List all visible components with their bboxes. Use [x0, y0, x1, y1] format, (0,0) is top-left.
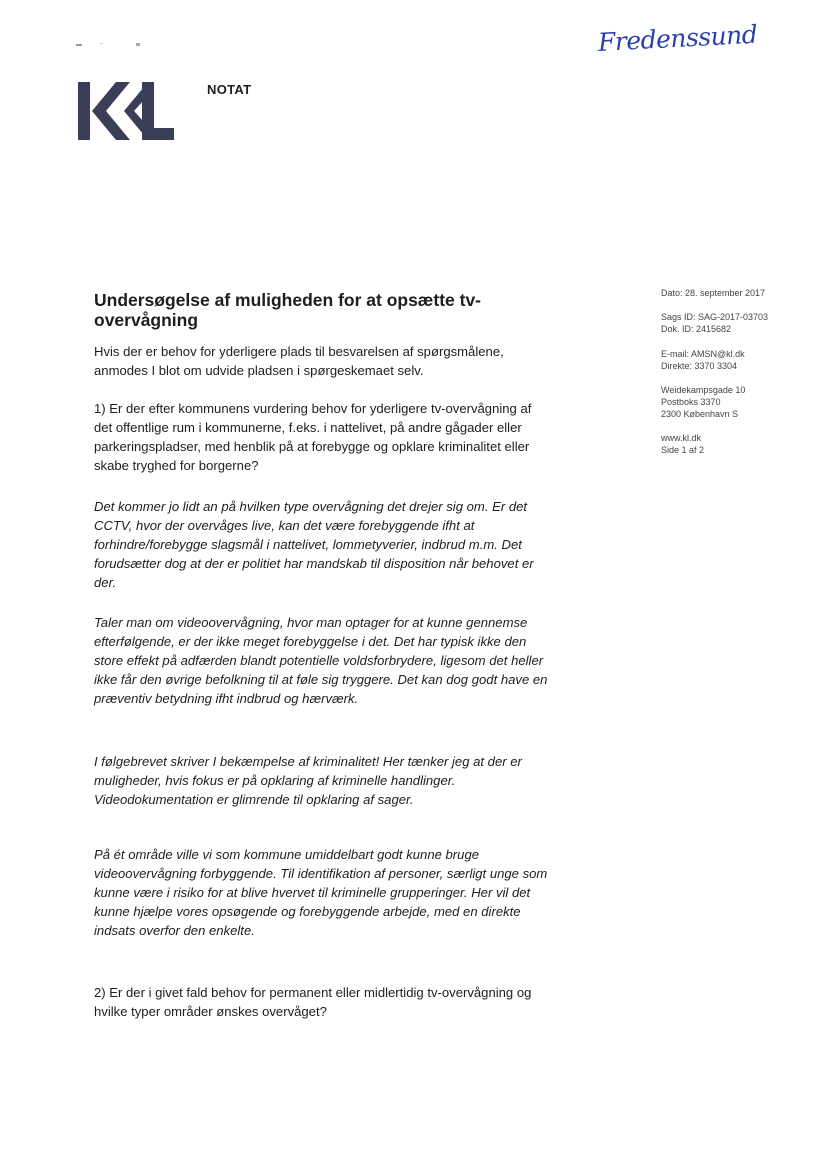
meta-sags-id: Sags ID: SAG-2017-03703 [661, 312, 769, 322]
answer-1-text-4: På ét område ville vi som kommune umiddelbart godt kunne bruge videoovervågning forbyggende. Til identifikation af personer, særligt unge som kunne være i risiko for at blive hvervet til kriminelle grupperinger. Her vil det kunne hjælpe vores opsøgende og forebyggende arbejde, med en direkte indsats overfor den enkelte. [94, 847, 548, 938]
metadata-date [661, 287, 765, 299]
document-title: Undersøgelse af muligheden for at opsætte tv-overvågning [94, 290, 481, 330]
question-2-text: 2) Er der i givet fald behov for permanent eller midlertidig tv-overvågning og hvilke typer områder ønskes overvåget? [94, 985, 532, 1019]
meta-address-box: Postboks 3370 [661, 397, 721, 407]
document-type-label: NOTAT [207, 82, 252, 97]
metadata-web [661, 432, 704, 456]
meta-date: Dato: 28. september 2017 [661, 288, 766, 298]
answer-1-text-3: I følgebrevet skriver I bekæmpelse af kriminalitet! Her tænker jeg at der er muligheder, hvis fokus er på opklaring af kriminelle handlinger. Videodokumentation er glimrende til opklaring af sager. [94, 754, 522, 807]
metadata-address [661, 384, 745, 420]
intro-text: Hvis der er behov for yderligere plads til besvarelsen af spørgsmålene, anmodes I blot om udvide pladsen i spørgeskemaet selv. [94, 344, 504, 378]
metadata-ids [661, 311, 768, 335]
answer-1-paragraph-4 [94, 845, 549, 940]
meta-address-street: Weidekampsgade 10 [661, 385, 746, 395]
intro-paragraph [94, 342, 549, 380]
meta-dok-id: Dok. ID: 2415682 [661, 324, 732, 334]
handwritten-municipality-name: Fredenssund [597, 19, 758, 57]
answer-1-paragraph-3 [94, 752, 549, 809]
answer-1-text-2: Taler man om videoovervågning, hvor man optager for at kunne gennemse efterfølgende, er der ikke meget forebyggelse i det. Det har typisk ikke den store effekt på adfærden blandt potentielle voldsforbrydere, ligesom det heller ikke får den øvrige befolkning til at føle sig tryggere. Det kan dog godt have en præventiv betydning ifht indbrud og hærværk. [94, 615, 548, 706]
meta-website: www.kl.dk [661, 433, 702, 443]
question-1-text: 1) Er der efter kommunens vurdering behov for yderligere tv-overvågning af det offentlige rum i kommunerne, f.eks. i nattelivet, på andre gågader eller parkeringspladser, med henblik på at forebygge og opklare kriminalitet eller skabe tryghed for borgerne? [94, 401, 532, 473]
meta-direkte: Direkte: 3370 3304 [661, 361, 738, 371]
answer-1-paragraph-2 [94, 613, 549, 708]
question-1 [94, 399, 549, 475]
question-2 [94, 983, 549, 1021]
answer-1-paragraph-1 [94, 497, 549, 592]
answer-1-text-1: Det kommer jo lidt an på hvilken type overvågning det drejer sig om. Er det CCTV, hvor der overvåges live, kan det være forebyggende ifht at forhindre/forebygge slagsmål i nattelivet, lommetyverier, indbrud m.m. Det forudsætter dog at der er politiet har mandskab til disposition når behovet er der. [94, 499, 534, 590]
meta-page-number: Side 1 af 2 [661, 445, 705, 455]
metadata-contact [661, 348, 745, 372]
meta-email: E-mail: AMSN@kl.dk [661, 349, 745, 359]
meta-address-city: 2300 København S [661, 409, 739, 419]
scan-specks [76, 42, 146, 48]
kl-logo [78, 82, 174, 140]
